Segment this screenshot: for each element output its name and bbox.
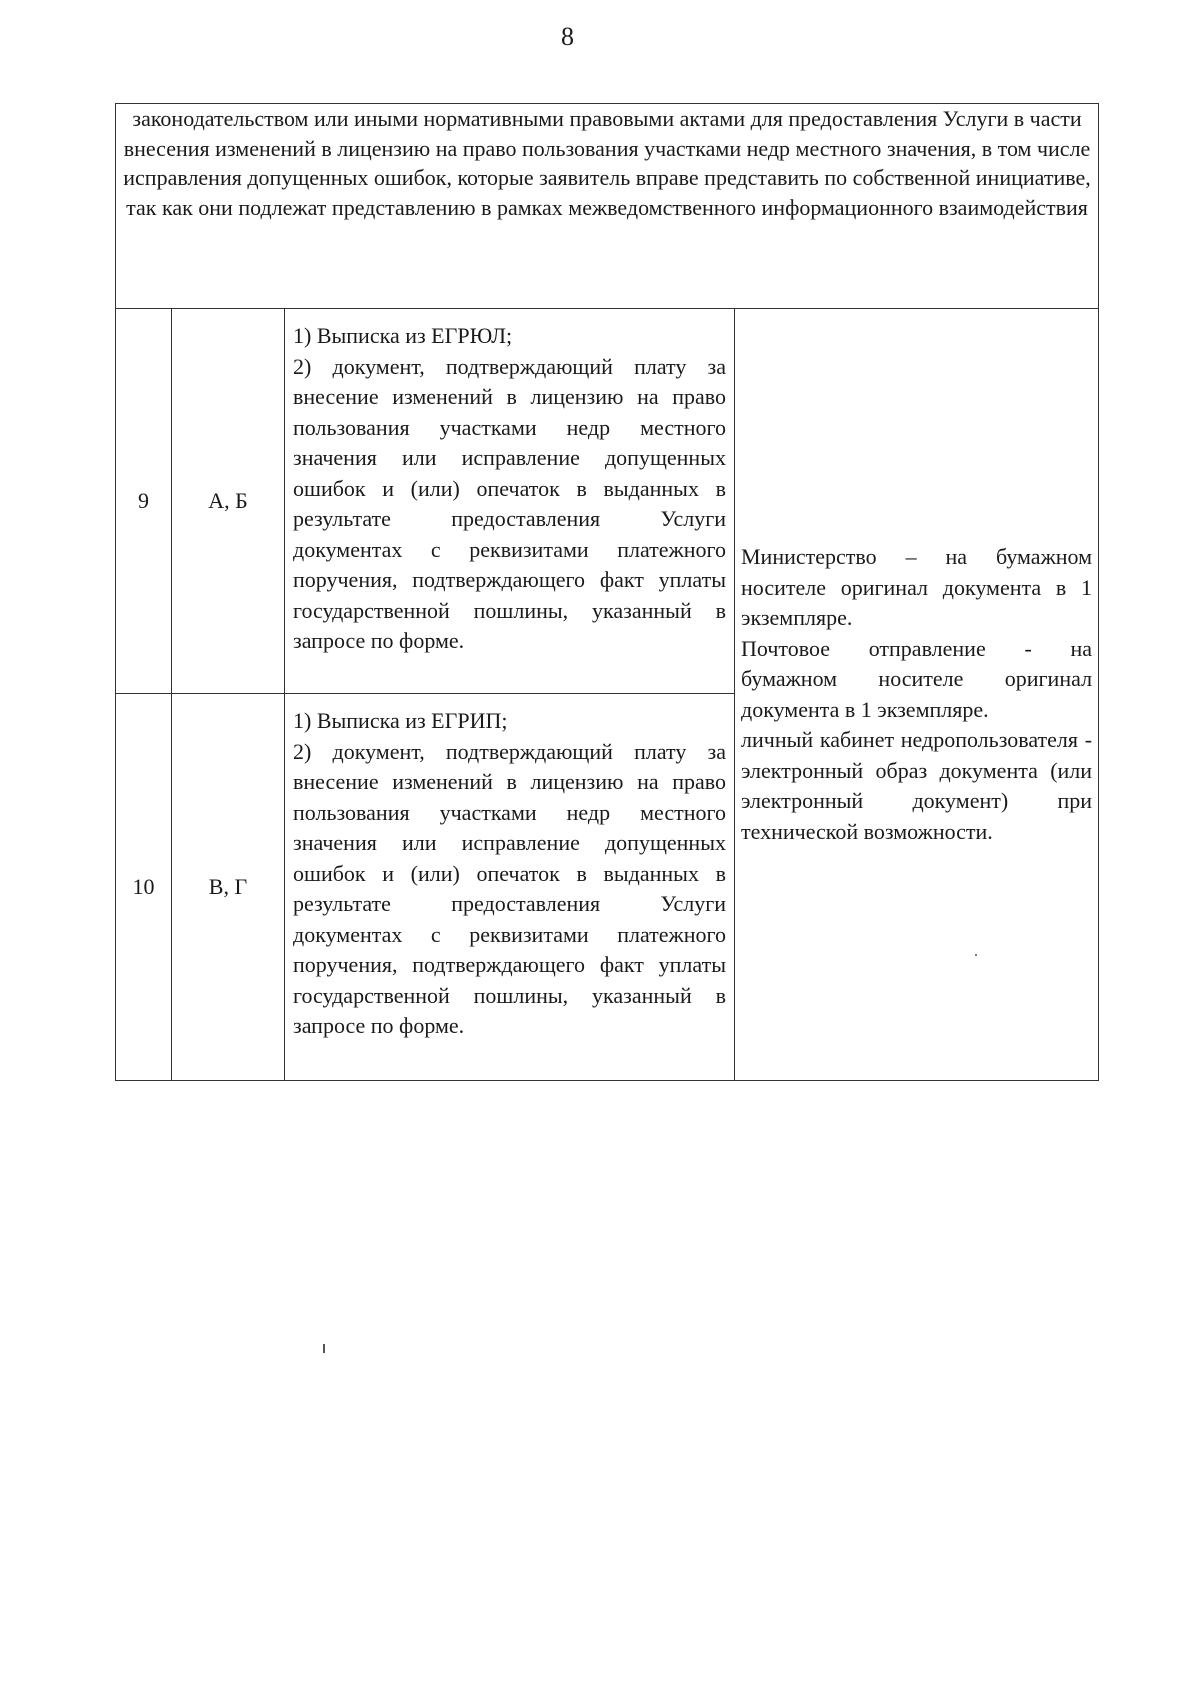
submission-way-ministry: Министерство – на бумажном носителе оригинал документа в 1 экземпляре. xyxy=(741,544,1093,630)
table-header-cell: законодательством или иными нормативными правовыми актами для предоставления Услуги в части внесения изменений в лицензию на право пользования участками недр местного значения, в том числе исправления допущенных ошибок, которые заявитель вправе представить по собственной инициативе, так как они подлежат представлению в рамках межведомственного информационного взаимодействия xyxy=(116,104,1099,309)
document-item: 1) Выписка из ЕГРЮЛ; xyxy=(293,323,513,348)
submission-way-post: Почтовое отправление - на бумажном носителе оригинал документа в 1 экземпляре. xyxy=(741,635,1093,722)
row-number: 10 xyxy=(116,694,172,1081)
submission-ways-cell xyxy=(735,309,1099,1081)
document-item: 2) документ, подтверждающий плату за внесение изменений в лицензию на право пользования участками недр местного значения или исправление допущенных ошибок и (или) опечаток в выданных в результате предоставления Услуги документах с реквизитами платежного поручения, подтверждающего факт уплаты государственной пошлины, указанный в запросе по форме. xyxy=(293,353,726,653)
documents-cell xyxy=(285,309,735,694)
row-number: 9 xyxy=(116,309,172,694)
table-header-row xyxy=(116,104,1099,309)
document-item: 1) Выписка из ЕГРИП; xyxy=(293,708,508,733)
document-item: 2) документ, подтверждающий плату за внесение изменений в лицензию на право пользования участками недр местного значения или исправление допущенных ошибок и (или) опечаток в выданных в результате предоставления Услуги документах с реквизитами платежного поручения, подтверждающего факт уплаты государственной пошлины, указанный в запросе по форме. xyxy=(293,738,726,1038)
applicant-category: В, Г xyxy=(172,694,285,1081)
applicant-category: А, Б xyxy=(172,309,285,694)
submission-way-cabinet: личный кабинет недропользователя - электронный образ документа (или электронный документ) при технической возможности. xyxy=(741,727,1093,844)
documents-table xyxy=(115,103,1099,1081)
scan-mark xyxy=(323,1344,325,1353)
documents-cell xyxy=(285,694,735,1081)
table-row xyxy=(116,309,1099,694)
scan-speck xyxy=(975,954,977,956)
page-number: 8 xyxy=(561,22,574,51)
